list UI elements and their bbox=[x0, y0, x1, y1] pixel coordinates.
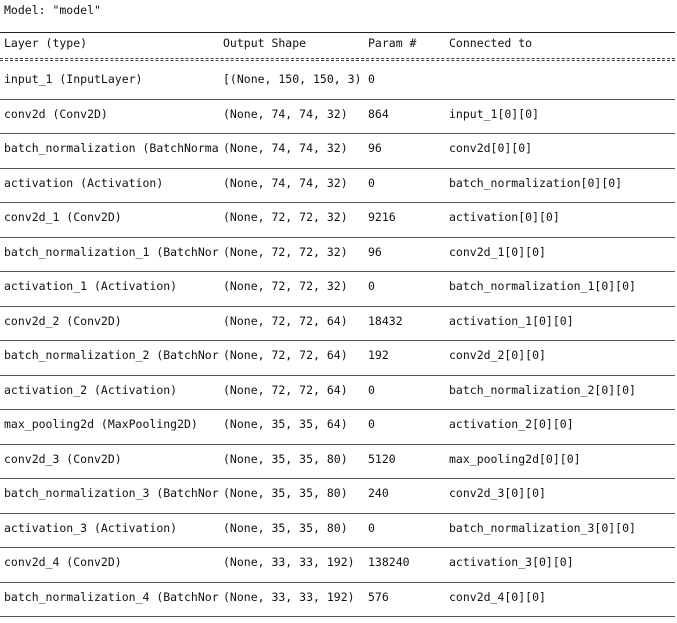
table-row bbox=[0, 548, 675, 583]
param-count-cell: 18432 bbox=[368, 313, 403, 328]
param-count-cell: 96 bbox=[368, 244, 382, 259]
connected-to-cell: conv2d_1[0][0] bbox=[449, 244, 546, 259]
layer-name-cell: batch_normalization_4 (BatchNor bbox=[4, 589, 219, 604]
layer-name-cell: batch_normalization_1 (BatchNor bbox=[4, 244, 219, 259]
header-param-count: Param # bbox=[368, 36, 417, 50]
param-count-cell: 9216 bbox=[368, 210, 396, 224]
param-count-cell: 576 bbox=[368, 589, 389, 604]
table-row bbox=[0, 410, 675, 445]
connected-to-cell: conv2d_4[0][0] bbox=[449, 589, 546, 604]
layer-name-cell: activation_1 (Activation) bbox=[4, 279, 178, 293]
table-row bbox=[0, 272, 675, 307]
param-count-cell: 0 bbox=[368, 175, 375, 190]
layer-name-cell: batch_normalization_2 (BatchNor bbox=[4, 348, 219, 362]
connected-to-cell: activation_1[0][0] bbox=[449, 313, 574, 328]
param-count-cell: 5120 bbox=[368, 451, 396, 466]
connected-to-cell: conv2d_2[0][0] bbox=[449, 348, 546, 362]
output-shape-cell: (None, 72, 72, 32) bbox=[223, 244, 348, 259]
connected-to-cell: batch_normalization_2[0][0] bbox=[449, 382, 636, 397]
table-row bbox=[0, 169, 675, 204]
table-row bbox=[0, 307, 675, 342]
output-shape-cell: (None, 33, 33, 192) bbox=[223, 555, 355, 569]
output-shape-cell: (None, 35, 35, 64) bbox=[223, 417, 348, 431]
table-row bbox=[0, 203, 675, 238]
header-separator bbox=[0, 58, 675, 61]
layer-name-cell: conv2d_3 (Conv2D) bbox=[4, 451, 122, 466]
connected-to-cell: activation_2[0][0] bbox=[449, 417, 574, 431]
output-shape-cell: (None, 35, 35, 80) bbox=[223, 486, 348, 500]
table-row bbox=[0, 65, 675, 100]
param-count-cell: 0 bbox=[368, 417, 375, 431]
header-layer-type: Layer (type) bbox=[4, 36, 88, 50]
param-count-cell: 0 bbox=[368, 72, 375, 86]
connected-to-cell: batch_normalization[0][0] bbox=[449, 175, 623, 190]
table-row bbox=[0, 341, 675, 376]
layer-name-cell: activation (Activation) bbox=[4, 175, 164, 190]
layer-name-cell: max_pooling2d (MaxPooling2D) bbox=[4, 417, 198, 431]
layer-name-cell: conv2d_1 (Conv2D) bbox=[4, 210, 122, 224]
output-shape-cell: (None, 35, 35, 80) bbox=[223, 451, 348, 466]
output-shape-cell: [(None, 150, 150, 3) bbox=[223, 72, 362, 86]
layer-table-body bbox=[0, 65, 675, 617]
table-row bbox=[0, 583, 675, 618]
param-count-cell: 240 bbox=[368, 486, 389, 500]
connected-to-cell: activation[0][0] bbox=[449, 210, 560, 224]
connected-to-cell: max_pooling2d[0][0] bbox=[449, 451, 581, 466]
table-row bbox=[0, 238, 675, 273]
param-count-cell: 0 bbox=[368, 382, 375, 397]
param-count-cell: 0 bbox=[368, 520, 375, 535]
connected-to-cell: batch_normalization_1[0][0] bbox=[449, 279, 636, 293]
param-count-cell: 96 bbox=[368, 141, 382, 155]
layer-name-cell: conv2d (Conv2D) bbox=[4, 106, 108, 121]
table-header bbox=[0, 36, 675, 54]
model-title: Model: "model" bbox=[4, 3, 101, 17]
table-row bbox=[0, 134, 675, 169]
layer-name-cell: activation_2 (Activation) bbox=[4, 382, 178, 397]
layer-name-cell: conv2d_2 (Conv2D) bbox=[4, 313, 122, 328]
table-row bbox=[0, 445, 675, 480]
connected-to-cell: input_1[0][0] bbox=[449, 106, 540, 121]
param-count-cell: 864 bbox=[368, 106, 389, 121]
header-output-shape: Output Shape bbox=[223, 36, 307, 50]
param-count-cell: 192 bbox=[368, 348, 389, 362]
table-row bbox=[0, 100, 675, 135]
output-shape-cell: (None, 72, 72, 32) bbox=[223, 279, 348, 293]
layer-name-cell: batch_normalization_3 (BatchNor bbox=[4, 486, 219, 500]
layer-name-cell: batch_normalization (BatchNorma bbox=[4, 141, 219, 155]
table-row bbox=[0, 479, 675, 514]
layer-name-cell: activation_3 (Activation) bbox=[4, 520, 178, 535]
layer-name-cell: input_1 (InputLayer) bbox=[4, 72, 143, 86]
connected-to-cell: conv2d_3[0][0] bbox=[449, 486, 546, 500]
param-count-cell: 138240 bbox=[368, 555, 410, 569]
output-shape-cell: (None, 72, 72, 64) bbox=[223, 313, 348, 328]
connected-to-cell: activation_3[0][0] bbox=[449, 555, 574, 569]
table-row bbox=[0, 514, 675, 549]
header-connected-to: Connected to bbox=[449, 36, 533, 50]
output-shape-cell: (None, 33, 33, 192) bbox=[223, 589, 355, 604]
header-top-rule bbox=[0, 32, 675, 33]
connected-to-cell: conv2d[0][0] bbox=[449, 141, 533, 155]
output-shape-cell: (None, 72, 72, 32) bbox=[223, 210, 348, 224]
output-shape-cell: (None, 74, 74, 32) bbox=[223, 141, 348, 155]
output-shape-cell: (None, 35, 35, 80) bbox=[223, 520, 348, 535]
connected-to-cell: batch_normalization_3[0][0] bbox=[449, 520, 636, 535]
layer-name-cell: conv2d_4 (Conv2D) bbox=[4, 555, 122, 569]
output-shape-cell: (None, 74, 74, 32) bbox=[223, 106, 348, 121]
output-shape-cell: (None, 72, 72, 64) bbox=[223, 382, 348, 397]
param-count-cell: 0 bbox=[368, 279, 375, 293]
output-shape-cell: (None, 72, 72, 64) bbox=[223, 348, 348, 362]
table-row bbox=[0, 376, 675, 411]
output-shape-cell: (None, 74, 74, 32) bbox=[223, 175, 348, 190]
